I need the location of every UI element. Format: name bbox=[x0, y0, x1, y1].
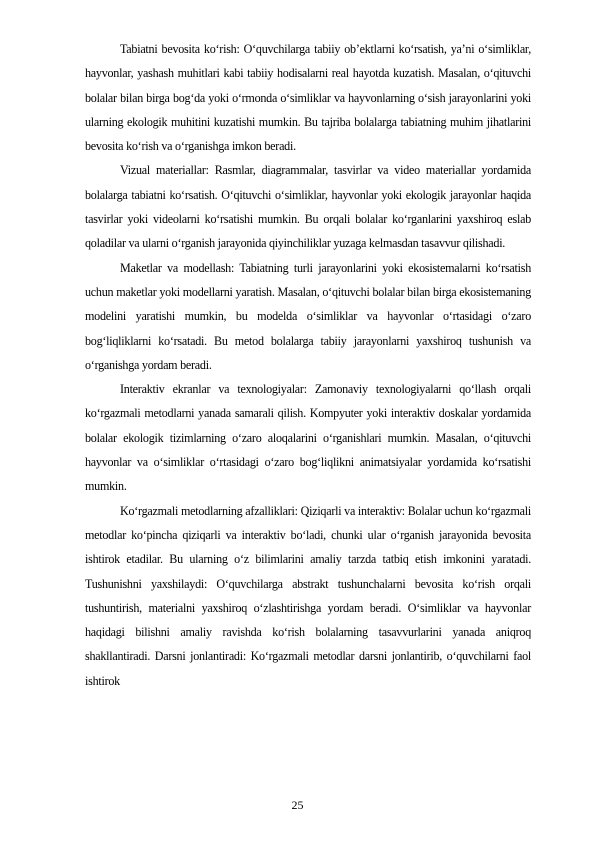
page-body bbox=[85, 37, 531, 693]
paragraph-visual-materials: Vizual materiallar: Rasmlar, diagrammalar, tasvirlar va video materiallar yordamida bolalarga tabiatni ko‘rsatish. O‘qituvchi o‘simliklar, hayvonlar yoki ekologik jarayonlar haqida tasvirlar yoki videolarni ko‘rsatishi mumkin. Bu orqali bolalar ko‘rganlarini yaxshiroq eslab qoladilar va ularni o‘rganish jarayonida qiyinchiliklar yuzaga kelmasdan tasavvur qilishadi. bbox=[85, 163, 531, 251]
paragraph-interactive-screens: Interaktiv ekranlar va texnologiyalar: Zamonaviy texnologiyalarni qo‘llash orqali ko‘rgazmali metodlarni yanada samarali qilish. Kompyuter yoki interaktiv doskalar yordamida bolalar ekologik tizimlarning o‘zaro aloqalarini o‘rganishlari mumkin. Masalan, o‘qituvchi hayvonlar va o‘simliklar o‘rtasidagi o‘zaro bog‘liqlikni animatsiyalar yordamida ko‘rsatishi mumkin. bbox=[85, 382, 531, 494]
paragraph-models: Maketlar va modellash: Tabiatning turli jarayonlarini yoki ekosistemalarni ko‘rsatish uchun maketlar yoki modellarni yaratish. Masalan, o‘qituvchi bolalar bilan birga ekosistemaning modelini yaratishi mumkin, bu modelda o‘simliklar va hayvonlar o‘rtasidagi o‘zaro bog‘liqliklarni ko‘rsatadi. Bu metod bolalarga tabiiy jarayonlarni yaxshiroq tushunish va o‘rganishga yordam beradi. bbox=[85, 260, 531, 372]
paragraph-direct-observation: Tabiatni bevosita ko‘rish: O‘quvchilarga tabiiy ob’ektlarni ko‘rsatish, ya’ni o‘simliklar, hayvonlar, yashash muhitlari kabi tabiiy hodisalarni real hayotda kuzatish. Masalan, o‘qituvchi bolalar bilan birga bog‘da yoki o‘rmonda o‘simliklar va hayvonlarning o‘sish jarayonlarini yoki ularning ekologik muhitini kuzatishi mumkin. Bu tajriba bolalarga tabiatning muhim jihatlarini bevosita ko‘rish va o‘rganishga imkon beradi. bbox=[85, 42, 531, 154]
page-number: 25 bbox=[291, 798, 304, 812]
paragraph-advantages: Ko‘rgazmali metodlarning afzalliklari: Qiziqarli va interaktiv: Bolalar uchun ko‘rgazmali metodlar ko‘pincha qiziqarli va interaktiv bo‘ladi, chunki ular o‘rganish jarayonida bevosita ishtirok etadilar. Bu ularning o‘z bilimlarini amaliy tarzda tatbiq etish imkonini yaratadi. Tushunishni yaxshilaydi: O‘quvchilarga abstrakt tushunchalarni bevosita ko‘rish orqali tushuntirish, materialni yaxshiroq o‘zlashtirishga yordam beradi. O‘simliklar va hayvonlar haqidagi bilishni amaliy ravishda ko‘rish bolalarning tasavvurlarini yanada aniqroq shakllantiradi. Darsni jonlantiradi: Ko‘rgazmali metodlar darsni jonlantirib, o‘quvchilarni faol ishtirok bbox=[85, 503, 531, 688]
